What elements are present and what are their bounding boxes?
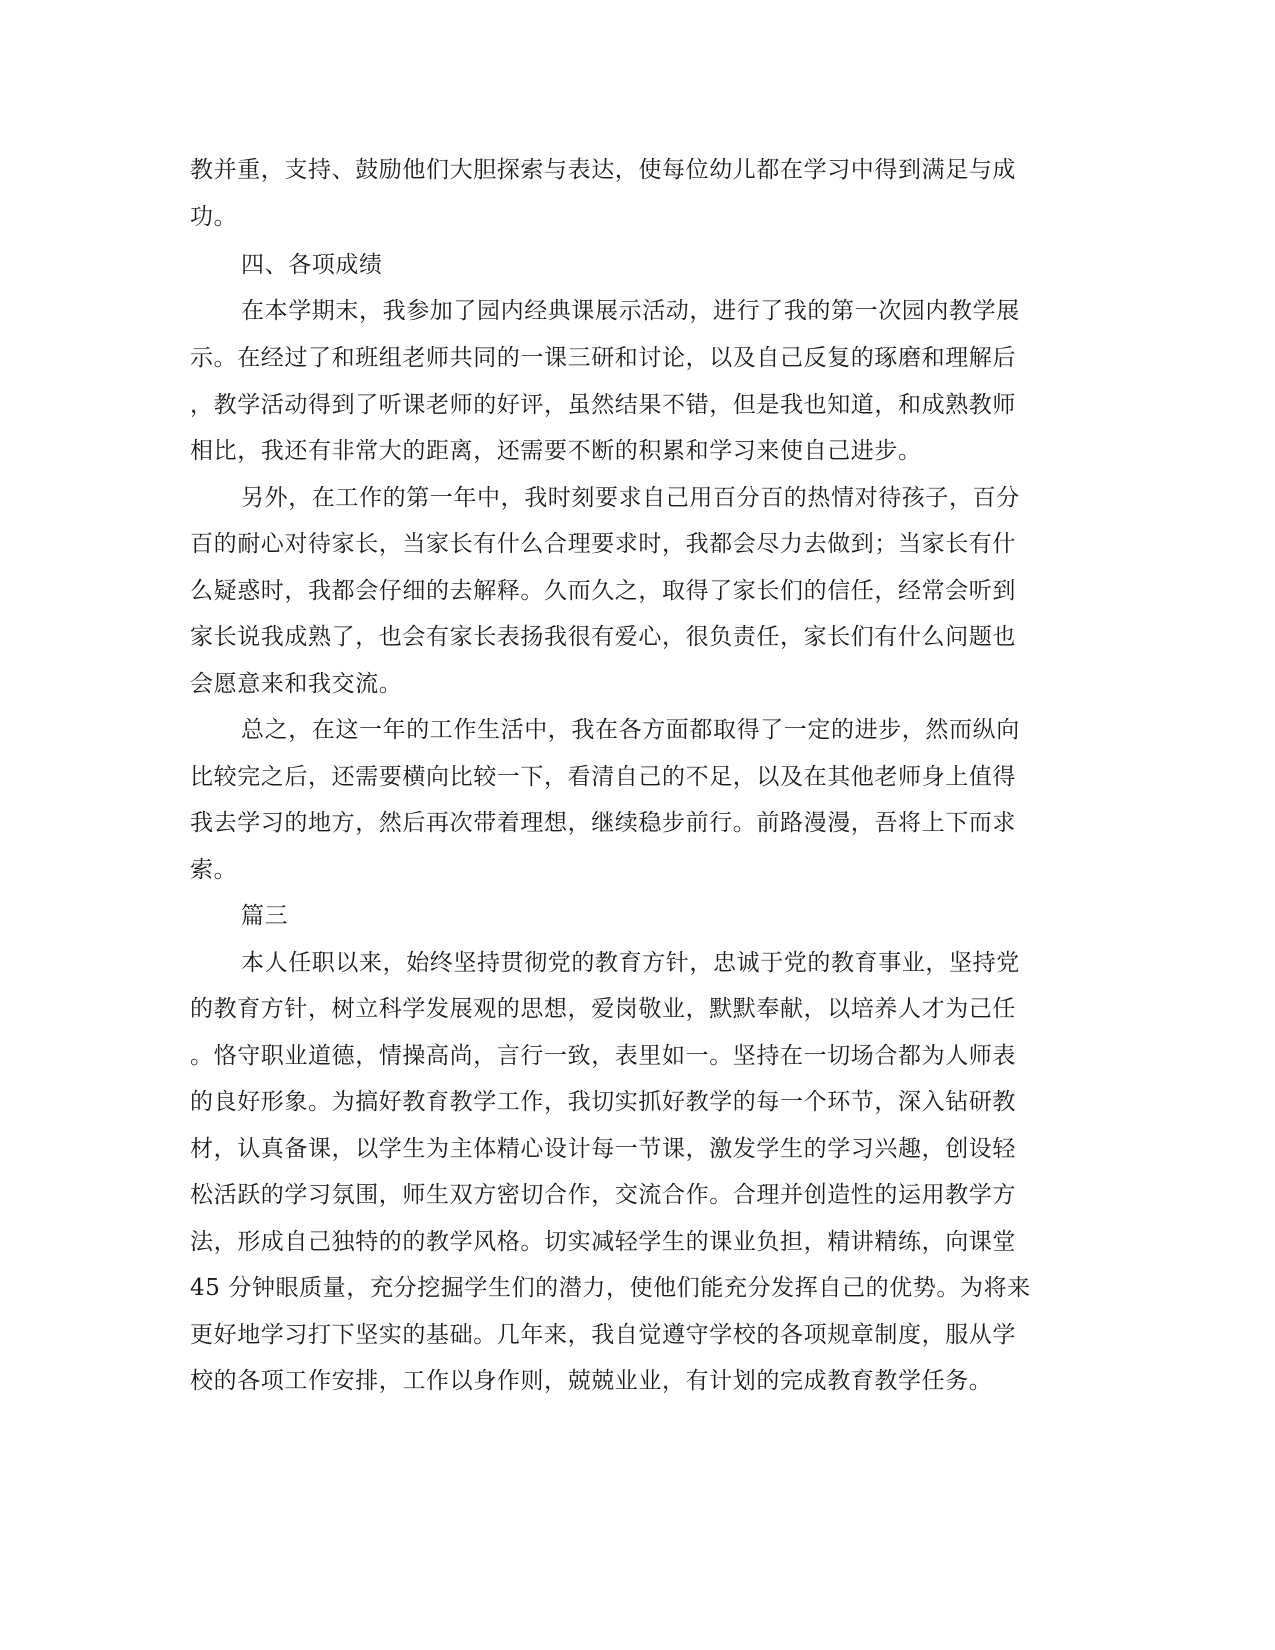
text-line: 校的各项工作安排，工作以身作则，兢兢业业，有计划的完成教育教学任务。 — [190, 1368, 993, 1394]
text-line: 的教育方针，树立科学发展观的思想，爱岗敬业，默默奉献，以培养人才为己任 — [190, 996, 1016, 1022]
text-line: 教并重，支持、鼓励他们大胆探索与表达，使每位幼儿都在学习中得到满足与成 — [190, 157, 1016, 183]
text-line: 索。 — [190, 857, 238, 883]
text-line: 我去学习的地方，然后再次带着理想，继续稳步前行。前路漫漫，吾将上下而求 — [190, 810, 1016, 836]
text-line: 另外，在工作的第一年中，我时刻要求自己用百分百的热情对待孩子，百分 — [241, 485, 1020, 511]
text-line: 松活跃的学习氛围，师生双方密切合作，交流合作。合理并创造性的运用教学方 — [190, 1182, 1016, 1208]
text-line: 材，认真备课，以学生为主体精心设计每一节课，激发学生的学习兴趣，创设轻 — [190, 1136, 1016, 1162]
text-line: 45 分钟眼质量，充分挖掘学生们的潜力，使他们能充分发挥自己的优势。为将来 — [190, 1275, 1031, 1301]
text-line: 总之，在这一年的工作生活中，我在各方面都取得了一定的进步，然而纵向 — [241, 717, 1020, 743]
text-line: ，教学活动得到了听课老师的好评，虽然结果不错，但是我也知道，和成熟教师 — [190, 392, 1016, 418]
text-line: 更好地学习打下坚实的基础。几年来，我自觉遵守学校的各项规章制度，服从学 — [190, 1322, 1016, 1348]
text-line: 示。在经过了和班组老师共同的一课三研和讨论，以及自己反复的琢磨和理解后 — [190, 345, 1016, 371]
text-line: 法，形成自己独特的的教学风格。切实减轻学生的课业负担，精讲精练，向课堂 — [190, 1229, 1016, 1255]
text-line: 相比，我还有非常大的距离，还需要不断的积累和学习来使自己进步。 — [190, 438, 922, 464]
text-line: 么疑惑时，我都会仔细的去解释。久而久之，取得了家长们的信任，经常会听到 — [190, 578, 1016, 604]
text-line: 在本学期末，我参加了园内经典课展示活动，进行了我的第一次园内教学展 — [241, 298, 1020, 324]
text-line: 比较完之后，还需要横向比较一下，看清自己的不足，以及在其他老师身上值得 — [190, 764, 1016, 790]
text-line: 。恪守职业道德，情操高尚，言行一致，表里如一。坚持在一切场合都为人师表 — [190, 1043, 1016, 1069]
text-line: 的良好形象。为搞好教育教学工作，我切实抓好教学的每一个环节，深入钻研教 — [190, 1089, 1016, 1115]
text-line: 家长说我成熟了，也会有家长表扬我很有爱心，很负责任，家长们有什么问题也 — [190, 624, 1016, 650]
section-heading: 篇三 — [241, 903, 289, 929]
text-line: 功。 — [190, 204, 238, 230]
section-heading: 四、各项成绩 — [241, 252, 383, 278]
text-line: 百的耐心对待家长，当家长有什么合理要求时，我都会尽力去做到；当家长有什 — [190, 531, 1016, 557]
text-line: 会愿意来和我交流。 — [190, 671, 403, 697]
text-line: 本人任职以来，始终坚持贯彻党的教育方针，忠诚于党的教育事业，坚持党 — [241, 950, 1020, 976]
